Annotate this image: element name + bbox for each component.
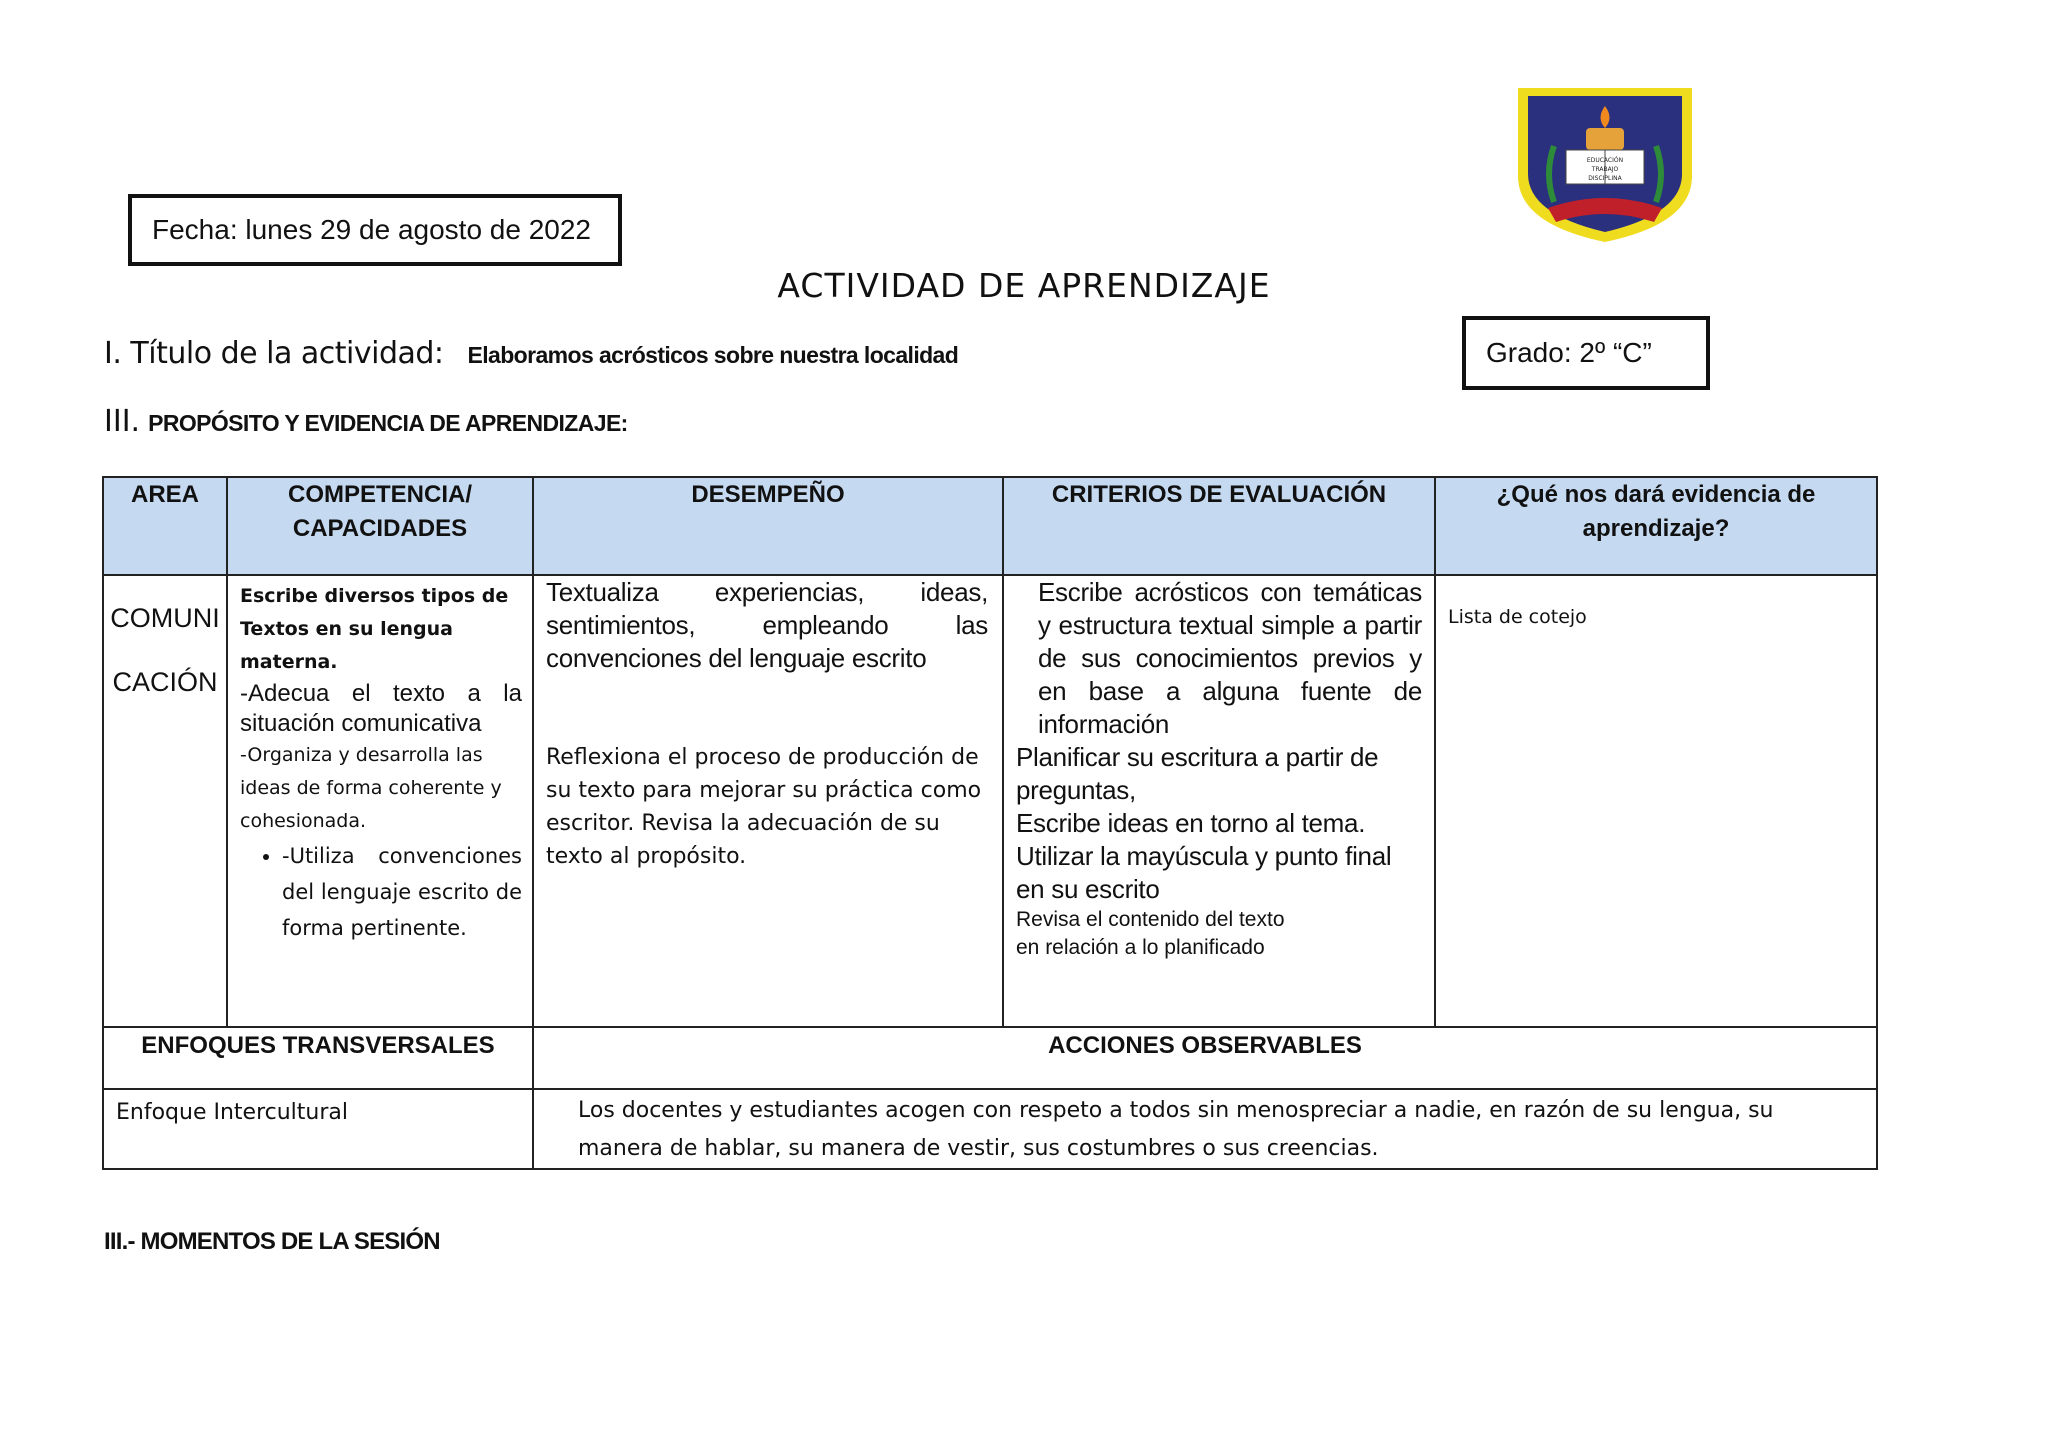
header-competencia: COMPETENCIA/ CAPACIDADES bbox=[227, 477, 533, 575]
capacidad-3: • -Utiliza convenciones del lenguaje escrito de forma pertinente. bbox=[282, 838, 522, 946]
capacidad-1: -Adecua el texto a la situación comunicativa bbox=[240, 680, 522, 737]
purpose-section-number: III. bbox=[104, 404, 141, 439]
capacidad-list bbox=[240, 838, 522, 946]
area-cell bbox=[103, 575, 227, 1027]
table-header-row bbox=[103, 477, 1877, 575]
area-line-2: CACIÓN bbox=[112, 667, 218, 697]
enfoque-cell: Enfoque Intercultural bbox=[103, 1089, 533, 1169]
criterio-5: Revisa el contenido del texto en relación a lo planificado bbox=[1016, 908, 1285, 959]
date-text: Fecha: lunes 29 de agosto de 2022 bbox=[152, 214, 592, 245]
criterios-cell bbox=[1003, 575, 1435, 1027]
criterio-4: Utilizar la mayúscula y punto final en su escrito bbox=[1016, 841, 1392, 904]
desempeno-cell bbox=[533, 575, 1003, 1027]
header-criterios: CRITERIOS DE EVALUACIÓN bbox=[1003, 477, 1435, 575]
criterio-1: Escribe acrósticos con temáticas y estructura textual simple a partir de sus conocimientos previos y en base a alguna fuente de información bbox=[1038, 577, 1422, 739]
criterio-2: Planificar su escritura a partir de preguntas, bbox=[1016, 742, 1379, 805]
header-area: AREA bbox=[103, 477, 227, 575]
acciones-header: ACCIONES OBSERVABLES bbox=[533, 1027, 1877, 1089]
activity-title-value: Elaboramos acrósticos sobre nuestra localidad bbox=[467, 342, 959, 368]
page-title: ACTIVIDAD DE APRENDIZAJE bbox=[777, 266, 1271, 305]
crest-text-2: TRABAJO bbox=[1591, 166, 1619, 173]
crest-text-1: EDUCACIÓN bbox=[1586, 157, 1624, 164]
school-crest-logo bbox=[1514, 84, 1696, 246]
accion-cell: Los docentes y estudiantes acogen con respeto a todos sin menospreciar a nadie, en razón de su lengua, su manera de hablar, su manera de vestir, sus costumbres o sus creencias. bbox=[533, 1089, 1877, 1169]
activity-title-label: I. Título de la actividad: bbox=[104, 336, 444, 371]
purpose-section-label: PROPÓSITO Y EVIDENCIA DE APRENDIZAJE: bbox=[148, 410, 628, 436]
learning-table bbox=[102, 476, 1878, 1170]
table-subheader-row bbox=[103, 1027, 1877, 1089]
capacidad-2: -Organiza y desarrolla las ideas de forma coherente y cohesionada. bbox=[240, 744, 502, 832]
session-moments-heading: III.- MOMENTOS DE LA SESIÓN bbox=[104, 1228, 440, 1255]
area-line-1: COMUNI bbox=[110, 603, 220, 633]
grade-box bbox=[1462, 316, 1710, 390]
table-row bbox=[103, 1089, 1877, 1169]
evidencia-cell: Lista de cotejo bbox=[1435, 575, 1877, 1027]
header-evidencia: ¿Qué nos dará evidencia de aprendizaje? bbox=[1435, 477, 1877, 575]
competencia-title: Escribe diversos tipos de Textos en su lengua materna. bbox=[240, 585, 509, 673]
grade-text: Grado: 2º “C” bbox=[1486, 337, 1652, 368]
date-box bbox=[128, 194, 622, 266]
crest-text-3: DISCIPLINA bbox=[1588, 175, 1622, 182]
header-desempeno: DESEMPEÑO bbox=[533, 477, 1003, 575]
table-row bbox=[103, 575, 1877, 1027]
activity-title-section bbox=[104, 336, 958, 371]
competencia-cell bbox=[227, 575, 533, 1027]
purpose-section-heading bbox=[104, 404, 628, 439]
desempeno-1: Textualiza experiencias, ideas, sentimientos, empleando las convenciones del lenguaje escrito bbox=[546, 577, 988, 673]
enfoques-header: ENFOQUES TRANSVERSALES bbox=[103, 1027, 533, 1089]
criterio-3: Escribe ideas en torno al tema. bbox=[1016, 808, 1366, 838]
desempeno-2: Reflexiona el proceso de producción de su texto para mejorar su práctica como escritor. Revisa la adecuación de su texto al propósito. bbox=[546, 745, 982, 869]
